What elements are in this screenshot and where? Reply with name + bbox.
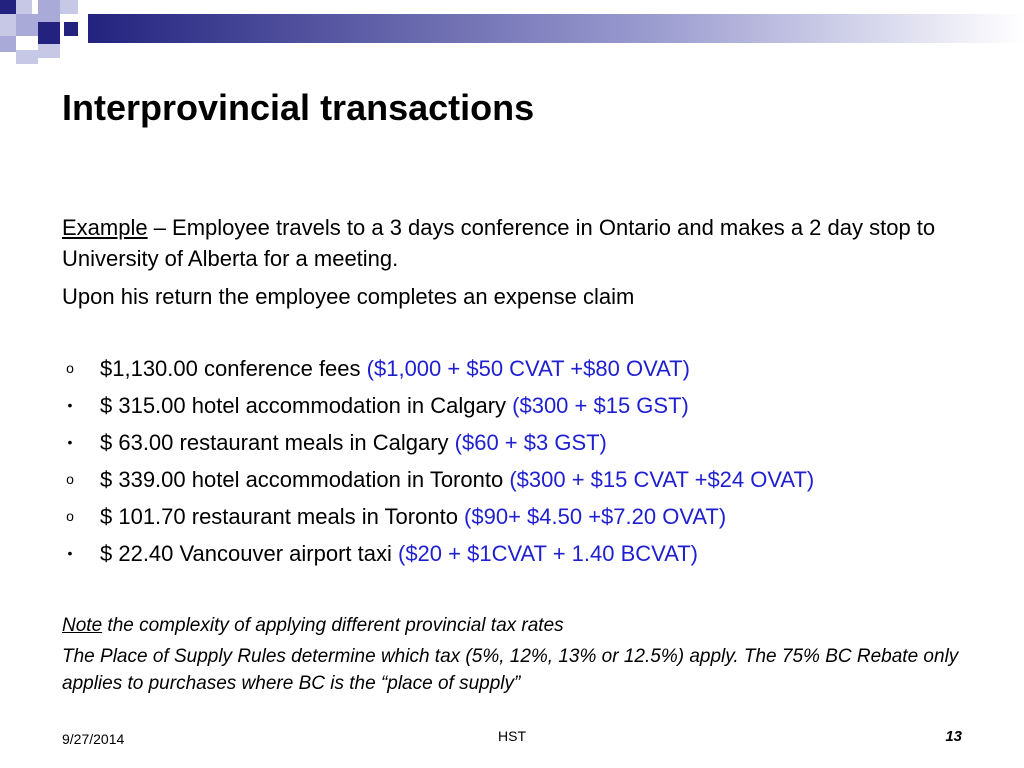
expense-text: $ 63.00 restaurant meals in Calgary bbox=[100, 430, 455, 455]
note-paragraph bbox=[62, 612, 962, 639]
example-text: – Employee travels to a 3 days conference in Ontario and makes a 2 day stop to University of Alberta for a meeting. bbox=[62, 215, 936, 271]
dot-bullet-icon: • bbox=[67, 545, 73, 561]
dot-bullet-icon: • bbox=[67, 434, 73, 450]
expense-item bbox=[62, 424, 972, 461]
expense-text: $ 22.40 Vancouver airport taxi bbox=[100, 541, 398, 566]
expense-detail: ($60 + $3 GST) bbox=[454, 430, 607, 455]
example-label: Example bbox=[62, 215, 148, 240]
expense-text: $1,130.00 conference fees bbox=[100, 356, 367, 381]
expense-detail: ($1,000 + $50 CVAT +$80 OVAT) bbox=[366, 356, 690, 381]
expense-item bbox=[62, 535, 972, 572]
return-paragraph: Upon his return the employee completes an expense claim bbox=[62, 284, 635, 309]
slide-title: Interprovincial transactions bbox=[62, 87, 535, 128]
dot-bullet-icon: • bbox=[67, 397, 73, 413]
notes-section bbox=[62, 612, 962, 697]
expense-text: $ 315.00 hotel accommodation in Calgary bbox=[100, 393, 513, 418]
circle-bullet-icon: o bbox=[66, 471, 74, 487]
expense-text: $ 339.00 hotel accommodation in Toronto bbox=[100, 467, 510, 492]
slide-body bbox=[62, 212, 972, 572]
circle-bullet-icon: o bbox=[66, 360, 74, 376]
expense-detail: ($300 + $15 GST) bbox=[512, 393, 689, 418]
expense-item bbox=[62, 461, 972, 498]
expense-list bbox=[62, 350, 972, 572]
note-label: Note bbox=[62, 615, 103, 636]
page-number: 13 bbox=[945, 728, 962, 745]
expense-item bbox=[62, 350, 972, 387]
expense-detail: ($20 + $1CVAT + 1.40 BCVAT) bbox=[398, 541, 698, 566]
expense-text: $ 101.70 restaurant meals in Toronto bbox=[100, 504, 465, 529]
expense-detail: ($90+ $4.50 +$7.20 OVAT) bbox=[464, 504, 727, 529]
example-paragraph bbox=[62, 212, 972, 274]
footer-center-text: HST bbox=[498, 728, 526, 744]
header-decoration bbox=[0, 0, 1024, 70]
note-text: the complexity of applying different provincial tax rates bbox=[102, 615, 564, 636]
expense-item bbox=[62, 387, 972, 424]
footer-date: 9/27/2014 bbox=[62, 731, 125, 747]
circle-bullet-icon: o bbox=[66, 508, 74, 524]
rules-paragraph: The Place of Supply Rules determine which tax (5%, 12%, 13% or 12.5%) apply. The 75% BC Rebate only applies to purchases where BC is the “place of supply” bbox=[62, 646, 959, 694]
expense-detail: ($300 + $15 CVAT +$24 OVAT) bbox=[509, 467, 815, 492]
expense-item bbox=[62, 498, 972, 535]
